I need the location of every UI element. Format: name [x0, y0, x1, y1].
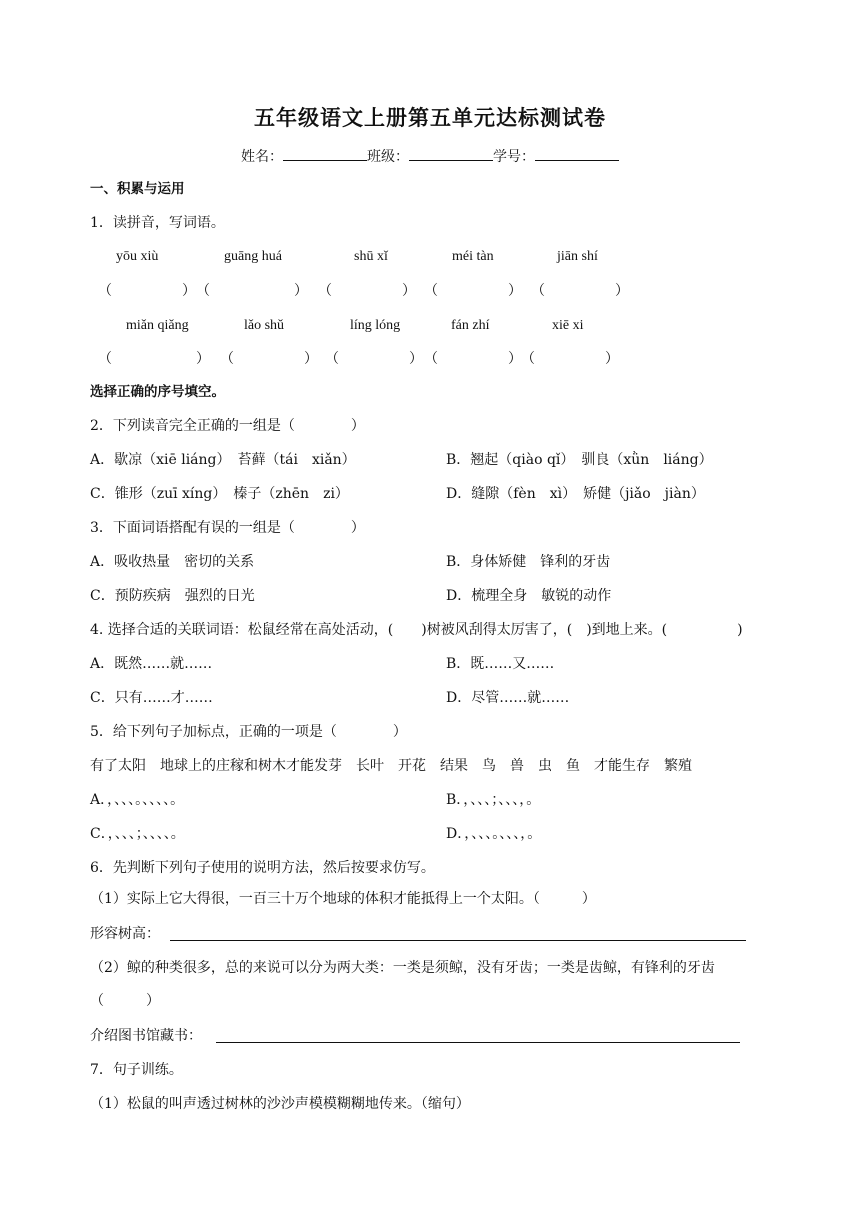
option-a[interactable]: A．既然……就……: [90, 656, 213, 672]
option-c[interactable]: C．只有……才……: [90, 690, 213, 706]
imitation-prompt-2: 介绍图书馆藏书：: [90, 1028, 202, 1044]
option-d[interactable]: D．缝隙（fèn xì） 矫健（jiǎo jiàn）: [446, 486, 705, 502]
answer-line[interactable]: [170, 940, 746, 941]
option-a[interactable]: A．歇凉（xiē liáng） 苔藓（tái xiǎn）: [90, 452, 356, 468]
answer-box[interactable]: （ ）: [424, 283, 522, 299]
option-c[interactable]: C．，、、、；、、、、。: [90, 826, 185, 842]
question-7: 7．句子训练。: [90, 1062, 183, 1078]
sentence-1: （1）松鼠的叫声透过树林的沙沙声模模糊糊地传来。（缩句）: [90, 1096, 470, 1112]
select-heading: 选择正确的序号填空。: [90, 384, 225, 400]
option-b[interactable]: B．，、、、；、、、，。: [446, 792, 541, 808]
answer-box[interactable]: （ ）: [318, 283, 416, 299]
option-a[interactable]: A．吸收热量 密切的关系: [90, 554, 255, 570]
pinyin: xiē xi: [552, 318, 584, 333]
student-info: [0, 146, 860, 166]
answer-line[interactable]: [216, 1042, 740, 1043]
answer-box[interactable]: （ ）: [220, 351, 318, 367]
question-5: 5．给下列句子加标点，正确的一项是（ ）: [90, 724, 407, 740]
option-c[interactable]: C．锥形（zuī xíng） 榛子（zhēn zi）: [90, 486, 349, 502]
punctuation-sentence: 有了太阳 地球上的庄稼和树木才能发芽 长叶 开花 结果 鸟 兽 虫 鱼 才能生存 繁殖: [90, 758, 692, 774]
option-a[interactable]: A．，、、、。、、、、。: [90, 792, 185, 808]
page-title: 五年级语文上册第五单元达标测试卷: [254, 106, 606, 130]
answer-box[interactable]: （ ）: [521, 351, 619, 367]
option-d[interactable]: D．，、、、。、、、，。: [446, 826, 542, 842]
pinyin: yōu xiù: [116, 249, 159, 264]
question-1: 1．读拼音，写词语。: [90, 215, 225, 231]
sentence-2: （2）鲸的种类很多，总的来说可以分为两大类：一类是须鲸，没有牙齿；一类是齿鲸，有锋利的牙齿: [90, 960, 715, 976]
answer-box[interactable]: （ ）: [325, 351, 423, 367]
answer-box[interactable]: （ ）: [98, 351, 210, 367]
option-d[interactable]: D．尽管……就……: [446, 690, 570, 706]
pinyin: lǎo shǔ: [244, 318, 285, 333]
pinyin: shū xǐ: [354, 249, 388, 264]
pinyin: méi tàn: [452, 249, 494, 264]
question-3: 3．下面词语搭配有误的一组是（ ）: [90, 520, 365, 536]
option-d[interactable]: D．梳理全身 敏锐的动作: [446, 588, 612, 604]
class-field[interactable]: [409, 146, 493, 161]
question-4: 4. 选择合适的关联词语：松鼠经常在高处活动，( )树被风刮得太厉害了，( )到地上来。( ): [90, 622, 743, 638]
class-label: 班级：: [367, 149, 409, 165]
id-label: 学号：: [493, 149, 535, 165]
option-b[interactable]: B．翘起（qiào qǐ） 驯良（xǜn liáng）: [446, 452, 713, 468]
name-label: 姓名：: [241, 149, 283, 165]
pinyin: líng lóng: [350, 318, 401, 333]
answer-box[interactable]: （ ）: [531, 283, 629, 299]
sentence-1: （1）实际上它大得很，一百三十万个地球的体积才能抵得上一个太阳。（ ）: [90, 891, 596, 907]
name-field[interactable]: [283, 146, 367, 161]
answer-box[interactable]: （ ）: [424, 351, 522, 367]
pinyin: fán zhí: [451, 318, 490, 333]
answer-box[interactable]: （ ）: [98, 283, 196, 299]
pinyin: miǎn qiǎng: [126, 318, 189, 333]
pinyin: guāng huá: [224, 249, 282, 264]
pinyin: jiān shí: [557, 249, 598, 264]
answer-box[interactable]: （ ）: [196, 283, 308, 299]
question-2: 2．下列读音完全正确的一组是（ ）: [90, 418, 365, 434]
option-b[interactable]: B．既……又……: [446, 656, 555, 672]
option-c[interactable]: C．预防疾病 强烈的日光: [90, 588, 255, 604]
id-field[interactable]: [535, 146, 619, 161]
question-6: 6．先判断下列句子使用的说明方法，然后按要求仿写。: [90, 860, 435, 876]
method-blank[interactable]: （ ）: [90, 993, 160, 1009]
option-b[interactable]: B．身体矫健 锋利的牙齿: [446, 554, 611, 570]
section-heading: 一、积累与运用: [90, 181, 185, 197]
imitation-prompt-1: 形容树高：: [90, 926, 160, 942]
